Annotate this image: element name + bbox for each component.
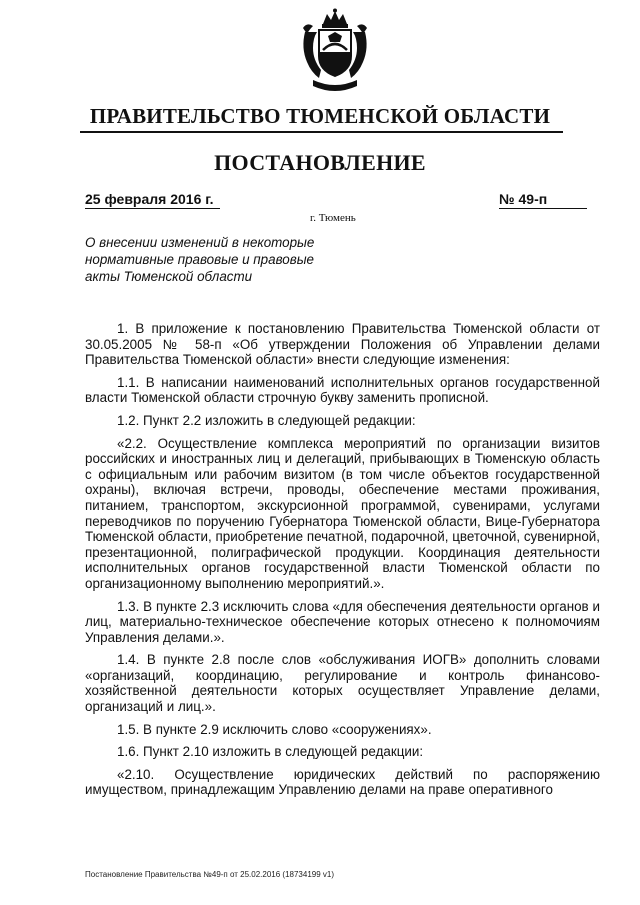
paragraph-1: 1. В приложение к постановлению Правительства Тюменской области от 30.05.2005 № 58-п «Об утверждении Положения об Управлении делами Правительства Тюменской области» внести следующие изменения: xyxy=(85,321,600,368)
document-date: 25 февраля 2016 г. xyxy=(85,190,220,209)
paragraph-1-1: 1.1. В написании наименований исполнительных органов государственной власти Тюменской области строчную букву заменить прописной. xyxy=(85,374,600,406)
paragraph-1-5: 1.5. В пункте 2.9 исключить слово «сооружениях». xyxy=(117,721,432,737)
paragraph-1-2: 1.2. Пункт 2.2 изложить в следующей редакции: xyxy=(117,412,416,428)
document-city: г. Тюмень xyxy=(310,212,356,224)
government-title: ПРАВИТЕЛЬСТВО ТЮМЕНСКОЙ ОБЛАСТИ xyxy=(89,104,551,128)
document-body xyxy=(85,321,600,805)
document-subject: О внесении изменений в некоторые нормативные правовые и правовые акты Тюменской области xyxy=(85,235,315,284)
paragraph-1-4: 1.4. В пункте 2.8 после слов «обслуживания ИОГВ» дополнить словами «организаций, координацию, регулирование и контроль финансово-хозяйственной деятельности которых осуществляет Управление делами, организаций и лиц.». xyxy=(85,652,600,715)
document-number-field xyxy=(499,190,587,209)
document-footer: Постановление Правительства №49-п от 25.02.2016 (18734199 v1) xyxy=(85,870,335,879)
document-type: ПОСТАНОВЛЕНИЕ xyxy=(214,150,426,175)
paragraph-2-2-text: «2.2. Осуществление комплекса мероприятий по организации визитов российских и иностранных лиц и делегаций, прибывающих в Тюменскую область с официальным или рабочим визитом (в том числе объектов государственной охраны), включая встречи, проводы, обеспечение местами проживания, питанием, транспортом, экскурсионной программой, сувенирами, услугами переводчиков по поручению Губернатора Тюменской области, Вице-Губернатора Тюменской области, приобретение печатной, подарочной, цветочной, сувенирной, презентационной, полиграфической продукции. Координация деятельности исполнительных органов государственной власти Тюменской области по организационному выполнению мероприятий.». xyxy=(85,435,600,591)
title-divider xyxy=(80,131,563,133)
paragraph-1-6: 1.6. Пункт 2.10 изложить в следующей редакции: xyxy=(117,744,424,760)
coat-of-arms-icon xyxy=(299,8,371,94)
paragraph-2-10-text: «2.10. Осуществление юридических действий по распоряжению имуществом, принадлежащим Управлению делами на праве оперативного xyxy=(85,766,600,798)
paragraph-1-3: 1.3. В пункте 2.3 исключить слова «для обеспечения деятельности органов и лиц, материально-техническое обеспечение которых отнесено к полномочиям Управления делами.». xyxy=(85,598,600,645)
document-number: № 49-п xyxy=(499,191,548,207)
